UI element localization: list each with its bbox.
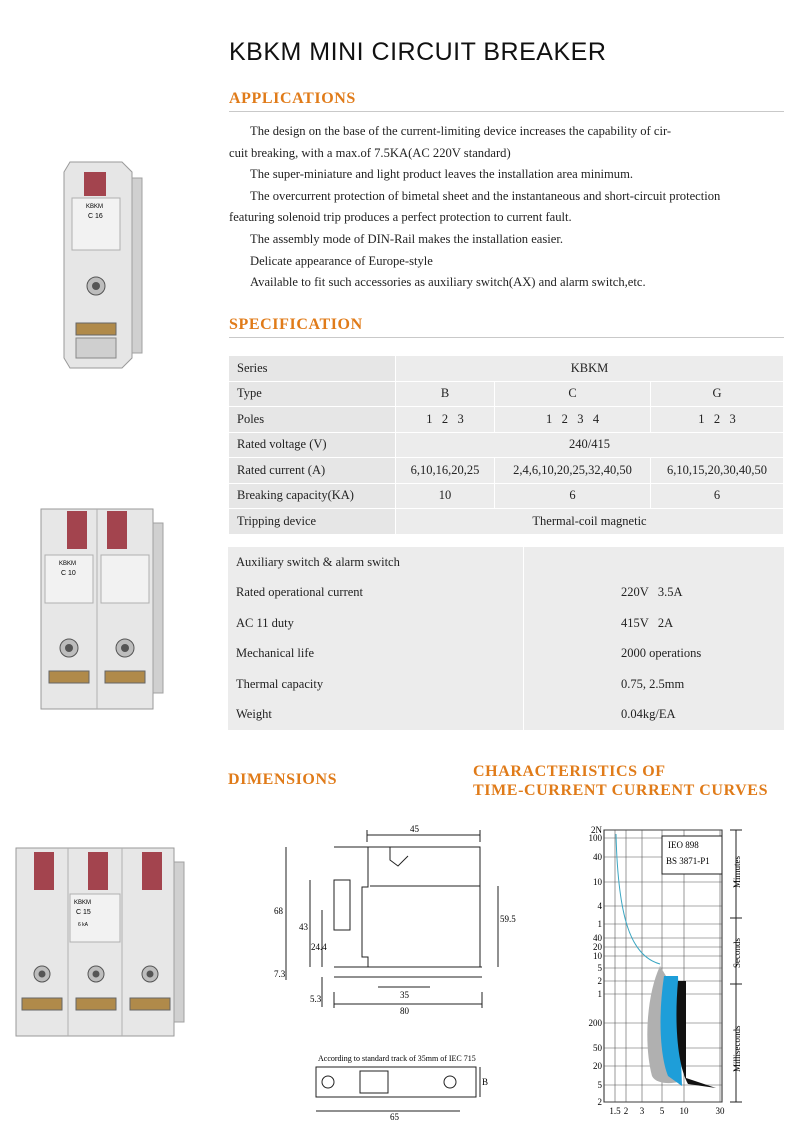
table-row bbox=[229, 458, 784, 484]
poles-b: 1 2 3 bbox=[396, 407, 495, 433]
time-current-chart bbox=[560, 826, 780, 1118]
x-tick-label: 3 bbox=[639, 1106, 645, 1116]
tripping-label: Tripping device bbox=[229, 509, 396, 535]
table-row bbox=[228, 578, 784, 609]
dim-59-5: 59.5 bbox=[500, 914, 516, 924]
specification-rule bbox=[229, 337, 784, 338]
table-row bbox=[228, 547, 784, 578]
specification-table bbox=[228, 355, 784, 535]
product-brand: KBKM bbox=[86, 204, 104, 210]
rated-current-g: 6,10,15,20,30,40,50 bbox=[651, 458, 784, 484]
table-row bbox=[228, 639, 784, 670]
table-row bbox=[228, 669, 784, 700]
poles-label: Poles bbox=[229, 407, 396, 433]
dim-43: 43 bbox=[299, 922, 308, 932]
y-tick-label: 10 bbox=[593, 877, 602, 887]
aux-label: AC 11 duty bbox=[228, 608, 524, 639]
x-tick-label: 1.5 bbox=[609, 1106, 621, 1116]
standard-label: IEO 898 bbox=[668, 840, 699, 850]
y-tick-label: 2N bbox=[591, 825, 602, 835]
dim-35: 35 bbox=[400, 990, 409, 1000]
x-tick-label: 10 bbox=[679, 1106, 689, 1116]
aux-label: Mechanical life bbox=[228, 639, 524, 670]
tripping-value: Thermal-coil magnetic bbox=[396, 509, 784, 535]
y-tick-label: 20 bbox=[593, 942, 602, 952]
breaking-capacity-g: 6 bbox=[651, 483, 784, 509]
breaking-capacity-b: 10 bbox=[396, 483, 495, 509]
aux-value: 2000 operations bbox=[524, 639, 785, 670]
unit-milliseconds: Milliseconds bbox=[732, 1025, 742, 1072]
y-tick-label: 5 bbox=[597, 963, 602, 973]
y-tick-label: 1 bbox=[597, 919, 602, 929]
dim-45: 45 bbox=[410, 824, 419, 834]
dim-68: 68 bbox=[274, 906, 283, 916]
applications-line: The assembly mode of DIN-Rail makes the installation easier. bbox=[250, 231, 564, 246]
table-row bbox=[229, 509, 784, 535]
handle-icon bbox=[107, 511, 127, 549]
characteristics-heading-line1: CHARACTERISTICS OF bbox=[473, 763, 666, 780]
din-rail-note: According to standard track of 35mm of IEC 715 bbox=[318, 1054, 476, 1063]
auxiliary-heading: Auxiliary switch & alarm switch bbox=[228, 547, 524, 578]
y-tick-label: 1 bbox=[597, 989, 602, 999]
applications-heading: APPLICATIONS bbox=[229, 90, 356, 107]
y-tick-label: 2 bbox=[597, 1097, 602, 1107]
breaker-3-pole-image bbox=[12, 842, 190, 1042]
x-tick-label: 30 bbox=[715, 1106, 725, 1116]
din-rail-drawing bbox=[310, 1053, 500, 1121]
handle-icon bbox=[84, 172, 106, 196]
table-row bbox=[229, 407, 784, 433]
handle-icon bbox=[88, 852, 108, 890]
poles-g: 1 2 3 bbox=[651, 407, 784, 433]
y-tick-label: 200 bbox=[588, 1018, 602, 1028]
breaker-1-pole-image bbox=[62, 158, 146, 372]
dim-b: B bbox=[482, 1077, 489, 1087]
page-title: KBKM MINI CIRCUIT BREAKER bbox=[229, 38, 607, 66]
rated-current-label: Rated current (A) bbox=[229, 458, 396, 484]
poles-c: 1 2 3 4 bbox=[495, 407, 651, 433]
aux-value: 0.75, 2.5mm bbox=[524, 669, 785, 700]
type-b: B bbox=[396, 381, 495, 407]
standard-label: BS 3871-P1 bbox=[666, 856, 710, 866]
dim-5-3: 5.3 bbox=[310, 994, 322, 1004]
y-tick-label: 4 bbox=[597, 901, 602, 911]
dim-7-3: 7.3 bbox=[274, 969, 286, 979]
y-tick-label: 100 bbox=[588, 833, 602, 843]
applications-rule bbox=[229, 111, 784, 112]
unit-minutes: Mimutes bbox=[732, 855, 742, 888]
y-tick-label: 40 bbox=[593, 852, 602, 862]
product-ka: 6 kA bbox=[78, 922, 89, 928]
rated-current-b: 6,10,16,20,25 bbox=[396, 458, 495, 484]
x-tick-label: 2 bbox=[623, 1106, 629, 1116]
aux-label: Thermal capacity bbox=[228, 669, 524, 700]
applications-line: cuit breaking, with a max.of 7.5KA(AC 220V standard) bbox=[229, 145, 511, 160]
x-tick-label: 5 bbox=[659, 1106, 665, 1116]
y-tick-label: 10 bbox=[593, 951, 602, 961]
aux-label: Weight bbox=[228, 700, 524, 731]
product-brand: KBKM bbox=[59, 561, 77, 567]
series-value: KBKM bbox=[396, 356, 784, 382]
rated-voltage-label: Rated voltage (V) bbox=[229, 432, 396, 458]
applications-line: The design on the base of the current-limiting device increases the capability of cir- bbox=[250, 124, 672, 138]
applications-line: The overcurrent protection of bimetal sheet and the instantaneous and short-circuit protection bbox=[250, 188, 721, 203]
characteristics-heading-line2: TIME-CURRENT CURRENT CURVES bbox=[473, 782, 769, 799]
dimension-drawing bbox=[270, 822, 516, 1022]
y-tick-label: 50 bbox=[593, 1043, 602, 1053]
unit-seconds: Seconds bbox=[732, 938, 742, 968]
dim-65: 65 bbox=[390, 1112, 399, 1122]
table-row bbox=[229, 381, 784, 407]
y-tick-label: 40 bbox=[593, 933, 602, 943]
y-tick-label: 20 bbox=[593, 1061, 602, 1071]
y-tick-label: 2 bbox=[597, 976, 602, 986]
aux-value: 0.04kg/EA bbox=[524, 700, 785, 731]
table-row bbox=[229, 432, 784, 458]
dim-24-4: 24.4 bbox=[311, 942, 327, 952]
rated-current-c: 2,4,6,10,20,25,32,40,50 bbox=[495, 458, 651, 484]
specification-heading: SPECIFICATION bbox=[229, 316, 363, 333]
aux-value: 415V 2A bbox=[524, 608, 785, 639]
auxiliary-heading-blank bbox=[524, 547, 785, 578]
rated-voltage-value: 240/415 bbox=[396, 432, 784, 458]
type-label: Type bbox=[229, 381, 396, 407]
applications-line: Delicate appearance of Europe-style bbox=[250, 253, 433, 268]
aux-label: Rated operational current bbox=[228, 578, 524, 609]
applications-text bbox=[229, 121, 784, 294]
applications-line: featuring solenoid trip produces a perfect protection to current fault. bbox=[229, 210, 572, 225]
product-rating: C 10 bbox=[61, 570, 76, 577]
y-tick-label: 5 bbox=[597, 1080, 602, 1090]
applications-line: Available to fit such accessories as auxiliary switch(AX) and alarm switch,etc. bbox=[250, 275, 646, 290]
type-c: C bbox=[495, 381, 651, 407]
aux-value: 220V 3.5A bbox=[524, 578, 785, 609]
characteristics-heading bbox=[473, 762, 768, 800]
breaking-capacity-c: 6 bbox=[495, 483, 651, 509]
product-rating: C 16 bbox=[88, 213, 103, 220]
product-brand: KBKM bbox=[74, 900, 92, 906]
handle-icon bbox=[34, 852, 54, 890]
table-row bbox=[229, 483, 784, 509]
breaker-2-pole-image bbox=[37, 503, 167, 715]
table-row bbox=[228, 700, 784, 731]
table-row bbox=[229, 356, 784, 382]
product-rating: C 15 bbox=[76, 909, 91, 916]
handle-icon bbox=[67, 511, 87, 549]
type-g: G bbox=[651, 381, 784, 407]
series-label: Series bbox=[229, 356, 396, 382]
table-row bbox=[228, 608, 784, 639]
breaking-capacity-label: Breaking capacity(KA) bbox=[229, 483, 396, 509]
handle-icon bbox=[142, 852, 162, 890]
applications-line: The super-miniature and light product leaves the installation area minimum. bbox=[250, 167, 634, 182]
dim-80: 80 bbox=[400, 1006, 409, 1016]
dimensions-heading: DIMENSIONS bbox=[228, 771, 338, 788]
auxiliary-table bbox=[228, 547, 784, 730]
